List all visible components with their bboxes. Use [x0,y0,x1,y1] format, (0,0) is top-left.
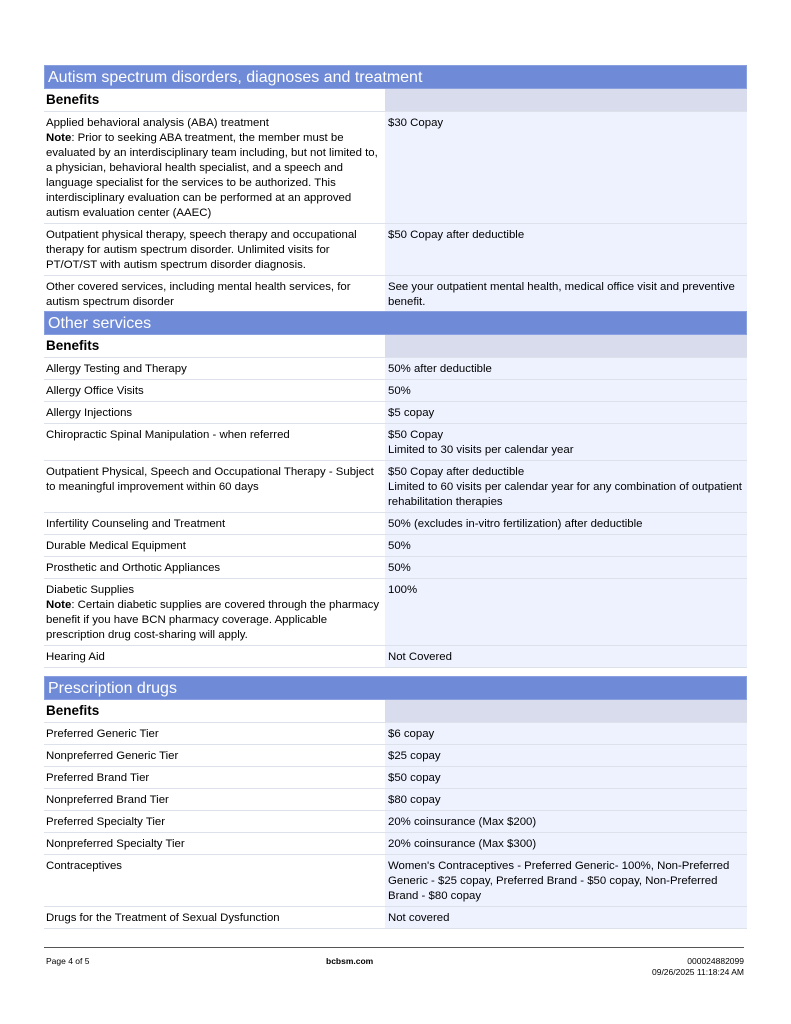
value-text: $25 copay [388,750,441,762]
table-row [44,461,747,513]
document-stamp [652,956,744,978]
table-row [44,767,747,789]
benefit-text: Drugs for the Treatment of Sexual Dysfunction [46,912,280,924]
benefit-text: Hearing Aid [46,651,105,663]
value-cell [384,557,747,578]
note-label: Note [46,599,72,611]
section-other-services [44,311,747,668]
value-text: $50 Copay after deductible [388,466,525,478]
benefit-cell [44,745,384,766]
benefit-cell [44,535,384,556]
value-text: Limited to 60 visits per calendar year for any combination of outpatient rehabilitation therapies [388,481,742,508]
rows [44,358,747,668]
benefit-text: Nonpreferred Generic Tier [46,750,179,762]
value-text: $80 copay [388,794,441,806]
table-row [44,789,747,811]
benefit-cell [44,424,384,460]
benefit-cell [44,723,384,744]
benefit-text: Outpatient physical therapy, speech therapy and occupational therapy for autism spectrum disorder. Unlimited visits for PT/OT/ST with autism spectrum disorder diagnosis. [46,229,357,271]
section-title: Prescription drugs [44,676,747,700]
benefit-cell [44,557,384,578]
benefit-text: Nonpreferred Specialty Tier [46,838,185,850]
benefit-text: Prosthetic and Orthotic Appliances [46,562,221,574]
value-text: 100% [388,584,418,596]
table-row [44,811,747,833]
value-cell [384,535,747,556]
value-text: 20% coinsurance (Max $300) [388,838,537,850]
benefit-text: Preferred Brand Tier [46,772,150,784]
table-row [44,855,747,907]
value-cell [384,579,747,645]
value-text: Limited to 30 visits per calendar year [388,444,574,456]
section-title: Autism spectrum disorders, diagnoses and treatment [44,65,747,89]
note-label: Note [46,132,72,144]
value-text: $50 copay [388,772,441,784]
benefit-text: Nonpreferred Brand Tier [46,794,169,806]
benefit-text: Other covered services, including mental health services, for autism spectrum disorder [46,281,351,308]
benefit-cell [44,833,384,854]
table-header [44,700,747,723]
benefit-text: Applied behavioral analysis (ABA) treatment [46,117,269,129]
table-row [44,276,747,313]
benefits-header: Benefits [44,335,384,357]
benefits-header: Benefits [44,89,384,111]
value-cell [384,424,747,460]
benefit-text: Contraceptives [46,860,122,872]
benefit-cell [44,907,384,928]
table-row [44,745,747,767]
document-id: 000024882099 [687,956,744,966]
value-text: Not covered [388,912,450,924]
benefit-cell [44,224,384,275]
value-cell [384,789,747,810]
value-cell [384,723,747,744]
value-text: $50 Copay after deductible [388,229,525,241]
value-cell [384,513,747,534]
benefits-header: Benefits [44,700,384,722]
note-text: : Prior to seeking ABA treatment, the member must be evaluated by an interdisciplinary team including, but not limited to, a physician, behavioral health specialist, and a speech and language specialist for the services to be authorized. This interdisciplinary evaluation can be performed at an approved autism evaluation center (AAEC) [46,132,378,219]
table-row [44,424,747,461]
value-text: 50% after deductible [388,363,492,375]
value-cell [384,461,747,512]
table-header [44,89,747,112]
table-row [44,513,747,535]
table-row [44,833,747,855]
value-text: 50% [388,540,411,552]
value-text: Women's Contraceptives - Preferred Generic- 100%, Non-Preferred Generic - $25 copay, Preferred Brand - $50 copay, Non-Preferred Brand - $80 copay [388,860,730,902]
note-text: : Certain diabetic supplies are covered through the pharmacy benefit if you have BCN pharmacy coverage. Applicable prescription drug cost-sharing will apply. [46,599,380,641]
value-text: $30 Copay [388,117,444,129]
value-cell [384,811,747,832]
benefit-cell [44,112,384,223]
benefit-cell [44,461,384,512]
benefit-text: Outpatient Physical, Speech and Occupational Therapy - Subject to meaningful improvement within 60 days [46,466,374,493]
benefit-cell [44,402,384,423]
table-row [44,224,747,276]
page-number: Page 4 of 5 [46,956,90,966]
page-footer [44,947,744,977]
value-cell [384,276,747,312]
table-row [44,358,747,380]
print-timestamp: 09/26/2025 11:18:24 AM [651,967,744,977]
value-cell [384,646,747,667]
benefit-text: Durable Medical Equipment [46,540,186,552]
benefit-text: Preferred Generic Tier [46,728,159,740]
benefit-cell [44,767,384,788]
value-header [384,700,747,722]
benefit-text: Diabetic Supplies [46,584,135,596]
section-title: Other services [44,311,747,335]
benefit-cell [44,358,384,379]
value-cell [384,112,747,223]
benefit-text: Allergy Testing and Therapy [46,363,187,375]
benefit-cell [44,646,384,667]
value-cell [384,402,747,423]
value-text: $5 copay [388,407,435,419]
benefit-text: Allergy Office Visits [46,385,144,397]
value-cell [384,745,747,766]
table-row [44,535,747,557]
value-text: 50% [388,562,411,574]
table-row [44,557,747,579]
value-header [384,335,747,357]
benefit-cell [44,276,384,312]
benefit-cell [44,579,384,645]
value-cell [384,833,747,854]
benefit-cell [44,811,384,832]
value-text: 50% (excludes in-vitro fertilization) after deductible [388,518,643,530]
table-row [44,646,747,668]
table-row [44,112,747,224]
value-text: $6 copay [388,728,435,740]
value-text: $50 Copay [388,429,444,441]
benefit-text: Allergy Injections [46,407,133,419]
value-text: See your outpatient mental health, medical office visit and preventive benefit. [388,281,735,308]
rows [44,723,747,929]
benefit-cell [44,513,384,534]
benefit-cell [44,380,384,401]
benefit-text: Chiropractic Spinal Manipulation - when referred [46,429,290,441]
value-cell [384,767,747,788]
value-cell [384,907,747,928]
benefit-text: Preferred Specialty Tier [46,816,166,828]
value-text: 20% coinsurance (Max $200) [388,816,537,828]
value-cell [384,224,747,275]
section-prescription-drugs [44,676,747,929]
table-row [44,579,747,646]
table-row [44,380,747,402]
benefit-cell [44,789,384,810]
value-cell [384,855,747,906]
value-text: 50% [388,385,411,397]
benefit-text: Infertility Counseling and Treatment [46,518,226,530]
section-autism [44,65,747,313]
value-header [384,89,747,111]
benefit-note [46,598,382,643]
site-url[interactable]: bcbsm.com [326,956,374,966]
benefit-cell [44,855,384,906]
table-row [44,723,747,745]
value-cell [384,358,747,379]
table-row [44,402,747,424]
benefit-note [46,131,382,221]
rows [44,112,747,313]
value-cell [384,380,747,401]
value-text: Not Covered [388,651,452,663]
table-header [44,335,747,358]
table-row [44,907,747,929]
